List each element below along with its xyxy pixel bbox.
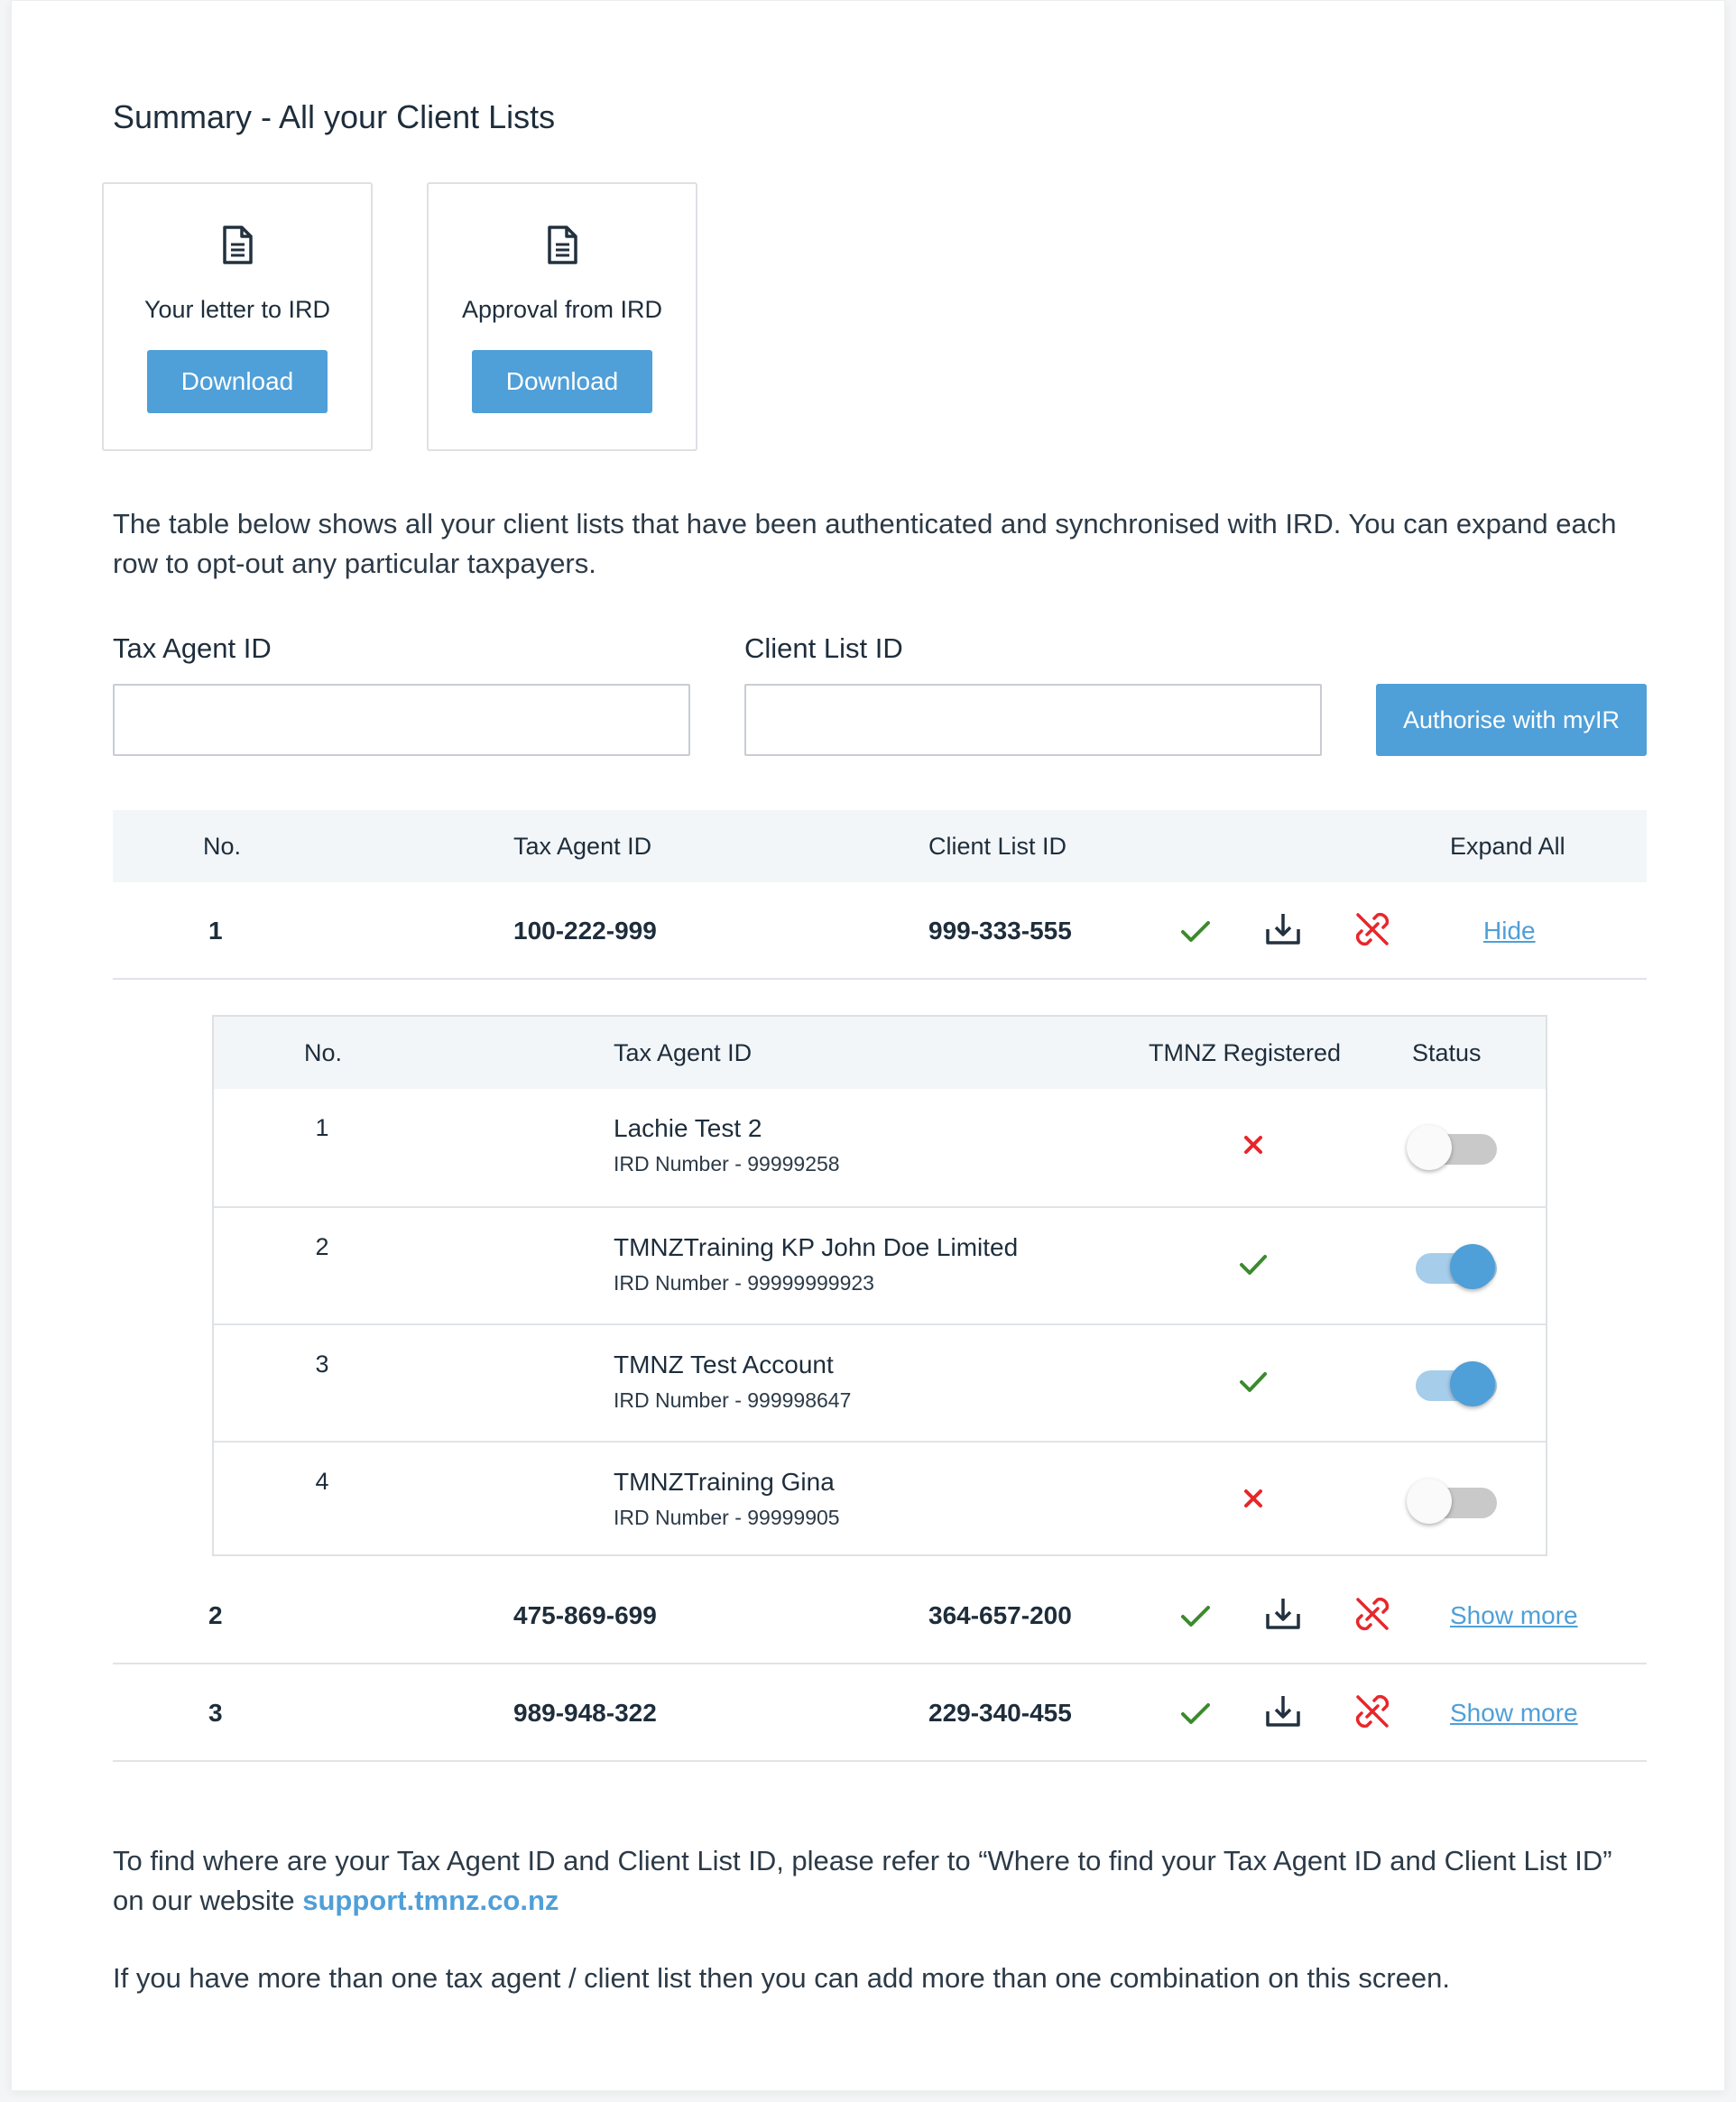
header-client-list-id: Client List ID <box>928 833 1067 860</box>
download-icon[interactable] <box>1263 1692 1303 1731</box>
row-client-list-id: 229-340-455 <box>928 1699 1072 1727</box>
download-letter-button[interactable]: Download <box>147 350 328 413</box>
download-approval-button[interactable]: Download <box>472 350 652 413</box>
header-tax-agent-id: Tax Agent ID <box>513 833 652 860</box>
row-client-list-id: 364-657-200 <box>928 1601 1072 1629</box>
taxpayer-name: TMNZ Test Account <box>614 1351 834 1378</box>
status-toggle[interactable] <box>1407 1121 1497 1174</box>
taxpayer-name: TMNZTraining KP John Doe Limited <box>614 1233 1019 1261</box>
row-tax-agent-id: 989-948-322 <box>513 1699 657 1727</box>
subtable-row <box>214 1089 1546 1206</box>
check-icon <box>1235 1363 1271 1399</box>
ird-number: IRD Number - 99999258 <box>614 1152 840 1175</box>
cross-icon <box>1235 1480 1271 1517</box>
unlink-icon[interactable] <box>1353 1594 1392 1634</box>
approval-from-ird-card <box>427 182 697 451</box>
subrow-no: 3 <box>315 1351 329 1378</box>
row-tax-agent-id: 475-869-699 <box>513 1601 657 1629</box>
subheader-status: Status <box>1412 1039 1482 1066</box>
client-list-id-label: Client List ID <box>744 632 903 664</box>
client-list-id-input[interactable] <box>744 684 1322 756</box>
client-lists-table-header <box>113 810 1647 882</box>
check-icon <box>1176 1596 1215 1636</box>
status-toggle[interactable] <box>1407 1475 1497 1527</box>
help-text <box>113 1841 1647 1921</box>
cross-icon <box>1235 1127 1271 1163</box>
row-client-list-id: 999-333-555 <box>928 917 1072 945</box>
table-row <box>113 882 1647 980</box>
table-row <box>113 1664 1647 1762</box>
subtable-header <box>214 1017 1546 1089</box>
approval-from-ird-label: Approval from IRD <box>461 296 663 323</box>
ird-number: IRD Number - 999998647 <box>614 1388 852 1412</box>
show-more-link[interactable]: Show more <box>1450 1601 1578 1629</box>
row-no: 3 <box>208 1699 223 1727</box>
document-icon <box>546 226 578 265</box>
row-no: 2 <box>208 1601 223 1629</box>
status-toggle[interactable] <box>1407 1358 1497 1410</box>
row-no: 1 <box>208 917 223 945</box>
authorise-with-myir-button[interactable]: Authorise with myIR <box>1376 684 1647 756</box>
check-icon <box>1176 911 1215 951</box>
header-no: No. <box>203 833 242 860</box>
table-row <box>113 1567 1647 1664</box>
taxpayer-name: TMNZTraining Gina <box>614 1468 835 1496</box>
multi-combination-text: If you have more than one tax agent / client list then you can add more than one combination on this screen. <box>113 1962 1451 1994</box>
check-icon <box>1176 1693 1215 1733</box>
letter-to-ird-label: Your letter to IRD <box>143 296 331 323</box>
document-icon <box>221 226 254 265</box>
download-icon[interactable] <box>1263 1594 1303 1634</box>
letter-to-ird-card <box>102 182 373 451</box>
unlink-icon[interactable] <box>1353 1692 1392 1731</box>
support-link[interactable]: support.tmnz.co.nz <box>302 1885 559 1916</box>
status-toggle[interactable] <box>1407 1240 1497 1293</box>
page-title: Summary - All your Client Lists <box>113 98 556 135</box>
help-text-body: To find where are your Tax Agent ID and Client List ID, please refer to “Where to find your Tax Agent ID and Client List ID” on our website <box>113 1845 1612 1916</box>
taxpayers-subtable <box>212 1015 1547 1556</box>
subheader-no: No. <box>304 1039 343 1066</box>
subrow-no: 1 <box>315 1114 329 1141</box>
download-icon[interactable] <box>1263 909 1303 949</box>
subheader-tmnz-registered: TMNZ Registered <box>1149 1039 1342 1066</box>
main-card <box>11 0 1725 2091</box>
subheader-tax-agent-id: Tax Agent ID <box>614 1039 753 1066</box>
unlink-icon[interactable] <box>1353 909 1392 949</box>
subrow-no: 4 <box>315 1468 329 1495</box>
subtable-row <box>214 1323 1546 1441</box>
hide-link[interactable]: Hide <box>1483 917 1536 945</box>
check-icon <box>1235 1246 1271 1282</box>
ird-number: IRD Number - 99999905 <box>614 1506 840 1529</box>
intro-text: The table below shows all your client lists that have been authenticated and synchronised with IRD. You can expand each row to opt-out any particular taxpayers. <box>113 508 1617 579</box>
subtable-row <box>214 1206 1546 1323</box>
tax-agent-id-label: Tax Agent ID <box>113 632 272 664</box>
ird-number: IRD Number - 99999999923 <box>614 1271 874 1295</box>
expand-all-button[interactable]: Expand All <box>1450 833 1565 860</box>
show-more-link[interactable]: Show more <box>1450 1699 1578 1727</box>
tax-agent-id-input[interactable] <box>113 684 690 756</box>
taxpayer-name: Lachie Test 2 <box>614 1114 762 1142</box>
subtable-row <box>214 1441 1546 1558</box>
row-tax-agent-id: 100-222-999 <box>513 917 657 945</box>
subrow-no: 2 <box>315 1233 329 1260</box>
